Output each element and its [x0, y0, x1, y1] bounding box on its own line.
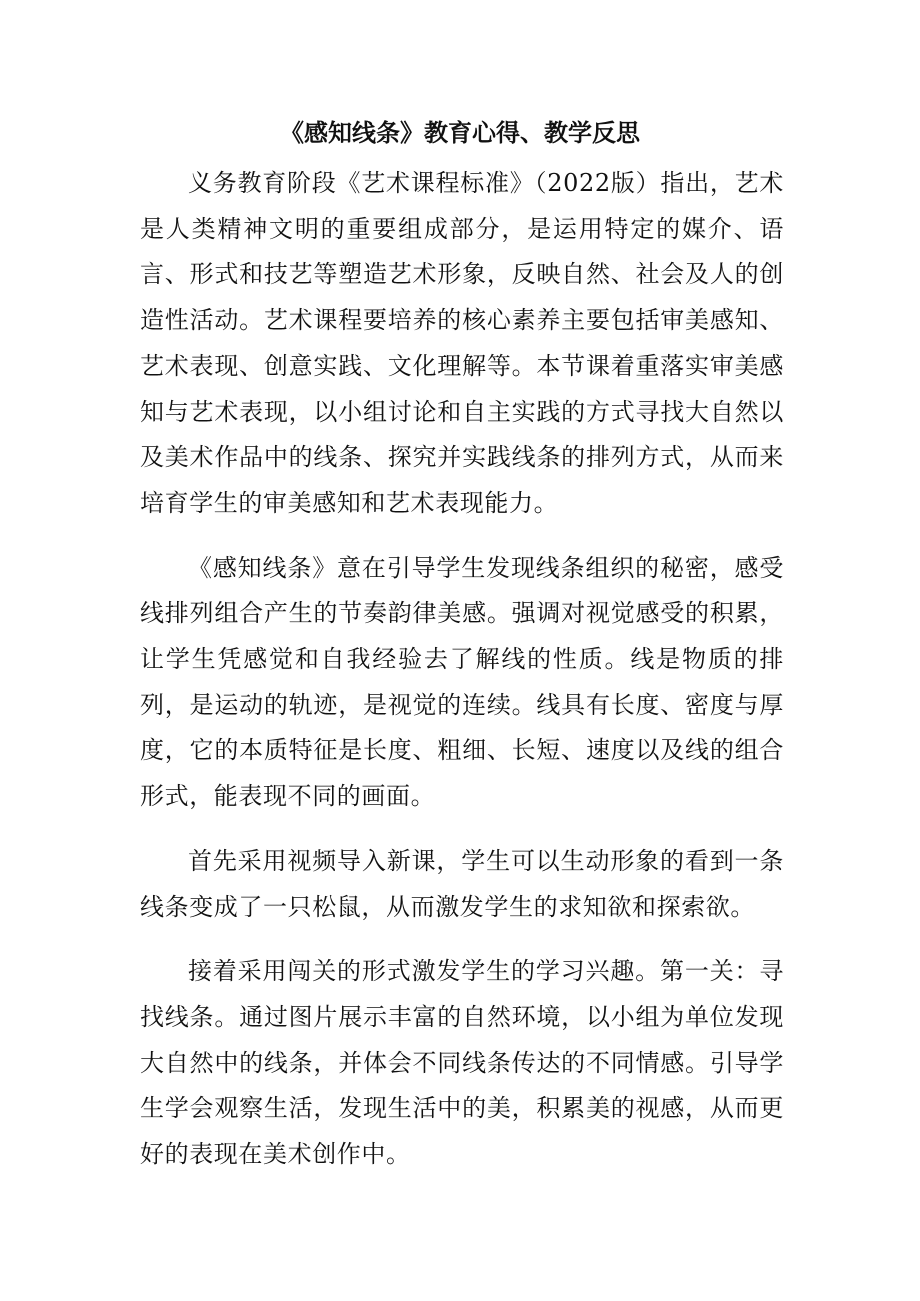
- paragraph-1: 义务教育阶段《艺术课程标准》（2022版）指出，艺术是人类精神文明的重要组成部分，是运用特定的媒介、语言、形式和技艺等塑造艺术形象，反映自然、社会及人的创造性活动。艺术课程要培养的核心素养主要包括审美感知、艺术表现、创意实践、文化理解等。本节课着重落实审美感知与艺术表现，以小组讨论和自主实践的方式寻找大自然以及美术作品中的线条、探究并实践线条的排列方式，从而来培育学生的审美感知和艺术表现能力。: [140, 169, 784, 517]
- document-title: 《感知线条》教育心得、教学反思: [280, 119, 640, 147]
- paragraph-4: 接着采用闯关的形式激发学生的学习兴趣。第一关：寻找线条。通过图片展示丰富的自然环境，以小组为单位发现大自然中的线条，并体会不同线条传达的不同情感。引导学生学会观察生活，发现生活中的美，积累美的视感，从而更好的表现在美术创作中。: [140, 957, 784, 1169]
- paragraph-3: 首先采用视频导入新课，学生可以生动形象的看到一条线条变成了一只松鼠，从而激发学生的求知欲和探索欲。: [140, 846, 784, 921]
- document-body: [140, 161, 784, 1197]
- paragraph-2: 《感知线条》意在引导学生发现线条组织的秘密，感受线排列组合产生的节奏韵律美感。强调对视觉感受的积累，让学生凭感觉和自我经验去了解线的性质。线是物质的排列，是运动的轨迹，是视觉的连续。线具有长度、密度与厚度，它的本质特征是长度、粗细、长短、速度以及线的组合形式，能表现不同的画面。: [140, 553, 784, 811]
